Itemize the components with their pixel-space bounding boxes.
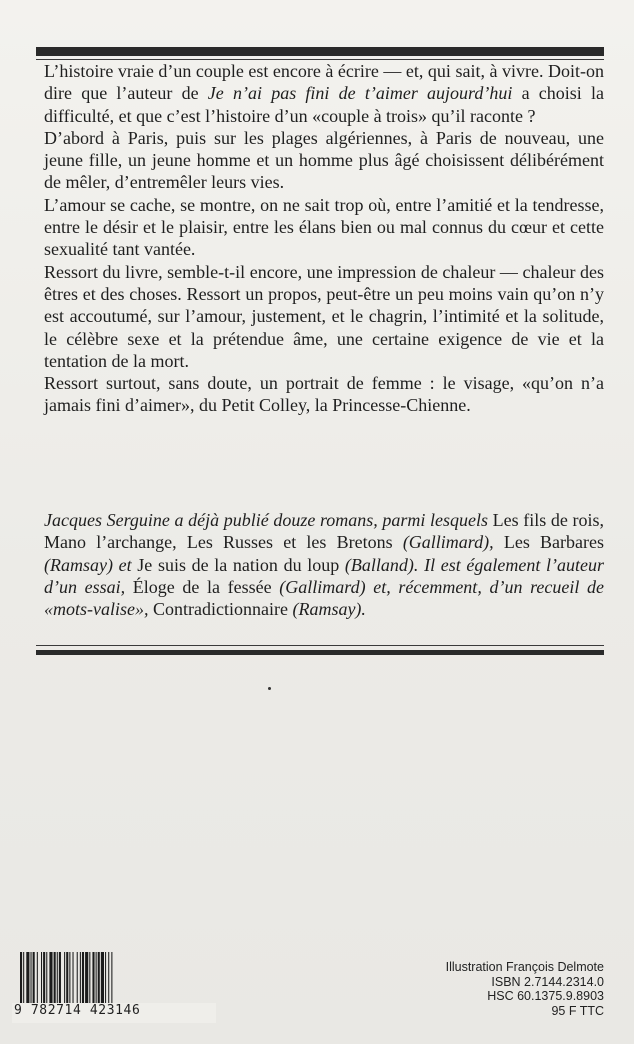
isbn: ISBN 2.7144.2314.0 bbox=[491, 974, 604, 989]
text-run: L’amour se cache, se montre, on ne sait trop où, entre l’amitié et la tendresse, entre le désir et le plaisir, entre les élans bien ou mal connus du cœur et cette sexualité tant vantée. bbox=[44, 194, 604, 260]
italic-run: Je n’ai pas fini de t’aimer aujourd’hui bbox=[207, 83, 513, 104]
italic-run: (Balland). Il est également l’auteur d’un essai, bbox=[44, 554, 605, 597]
blurb-text bbox=[44, 60, 604, 417]
text-run: Ressort surtout, sans doute, un portrait de femme : le visage, «qu’on n’a jamais fini d’aimer», du Petit Colley, la Princesse-Chienne. bbox=[44, 373, 604, 416]
illustration-credit: Illustration François Delmote bbox=[445, 960, 604, 974]
italic-run: (Ramsay). bbox=[292, 599, 366, 620]
italic-run: (Ramsay) et bbox=[44, 554, 132, 575]
text-run: Ressort du livre, semble-t-il encore, une impression de chaleur — chaleur des êtres et des choses. Ressort un propos, peut-être un peu moins vain qu’on n’y est accoutumé, sur l’amour, justement, et le chagrin, l’intimité et la solitude, le célèbre sexe et la prétendue âme, une certaine exigence de vie et la tentation de la mort. bbox=[44, 261, 604, 371]
text-run: Contradictionnaire bbox=[148, 599, 293, 620]
blurb-paragraph bbox=[44, 194, 604, 261]
text-run: a choisi la difficulté, et que c’est l’histoire d’un «couple à trois» qu’il raconte ? bbox=[44, 83, 604, 126]
blurb-paragraph bbox=[44, 372, 604, 417]
blurb-paragraph bbox=[44, 127, 604, 194]
bottom-rule bbox=[36, 650, 604, 655]
blurb-paragraph bbox=[44, 60, 604, 127]
center-dot bbox=[268, 687, 271, 690]
text-run: Je suis de la nation du loup bbox=[131, 554, 345, 575]
publication-credits bbox=[446, 960, 604, 1018]
text-run: Les fils de rois, Mano l’archange, Les Russes et les Bretons bbox=[44, 510, 604, 553]
italic-run: (Gallimard), bbox=[402, 532, 494, 553]
top-rule bbox=[36, 47, 604, 56]
text-run: Éloge de la fessée bbox=[125, 576, 280, 597]
text-run: Les Barbares bbox=[493, 532, 604, 553]
author-bio bbox=[44, 509, 604, 620]
barcode-number: 9 782714 423146 bbox=[12, 1003, 216, 1023]
italic-run: (Gallimard) et, récemment, d’un recueil de «mots-valise», bbox=[44, 576, 605, 620]
price: 95 F TTC bbox=[551, 1003, 604, 1018]
text-run: D’abord à Paris, puis sur les plages algériennes, à Paris de nouveau, une jeune fille, un jeune homme et un homme plus âgé choisissent délibérément de mêler, d’entremêler leurs vies. bbox=[44, 127, 604, 193]
blurb-paragraph bbox=[44, 261, 604, 372]
hsc-code: HSC 60.1375.9.8903 bbox=[487, 989, 604, 1004]
italic-run: Jacques Serguine a déjà publié douze romans, parmi lesquels bbox=[44, 510, 489, 530]
text-run: L’histoire vraie d’un couple est encore à écrire — et, qui sait, à vivre. Doit-on dire que l’auteur de bbox=[44, 61, 604, 104]
